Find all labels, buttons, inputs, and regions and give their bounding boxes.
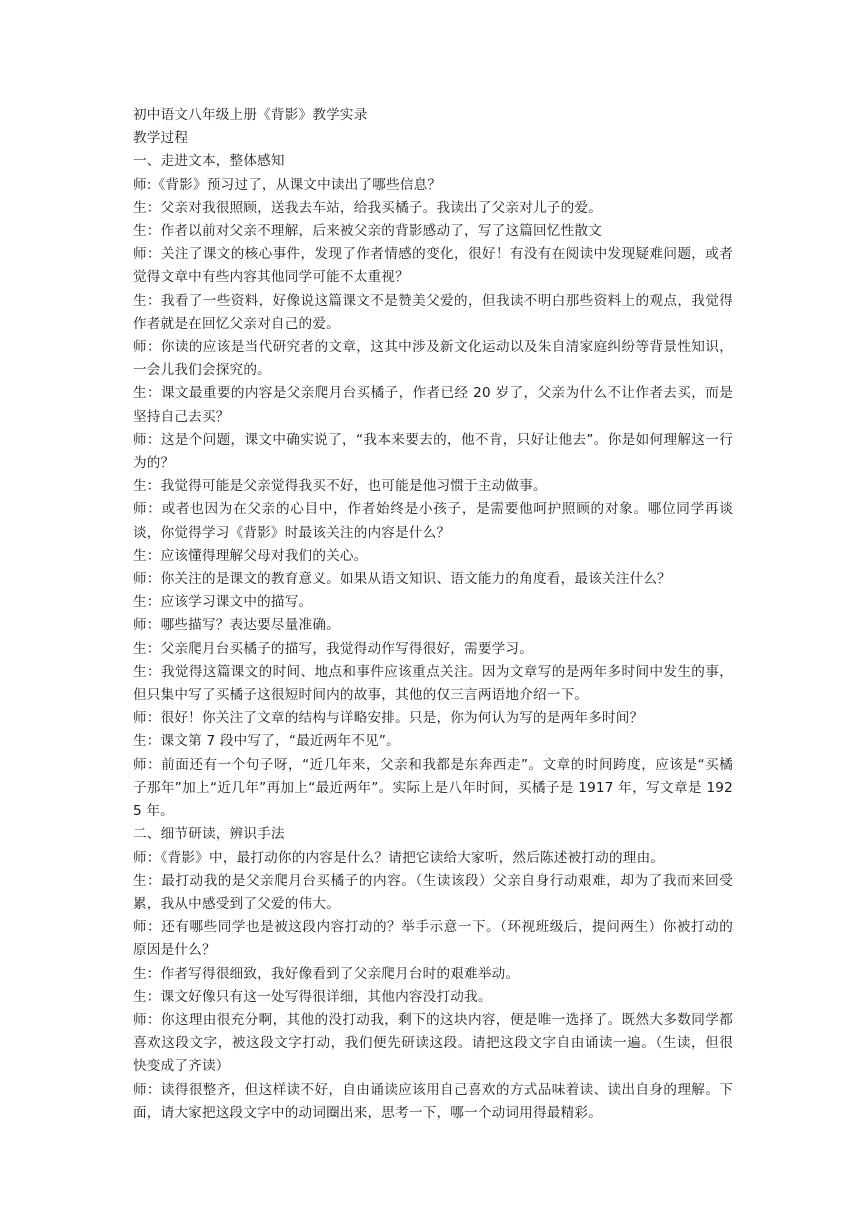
paragraph: 生：最打动我的是父亲爬月台买橘子的内容。（生读该段）父亲自身行动艰难，却为了我而来回受累，我从中感受到了父爱的伟大。 bbox=[133, 872, 733, 912]
paragraph: 生：父亲对我很照顾，送我去车站，给我买橘子。我读出了父亲对儿子的爱。 bbox=[133, 199, 602, 216]
paragraph: 师：很好！你关注了文章的结构与详略安排。只是，你为何认为写的是两年多时间？ bbox=[133, 710, 644, 727]
paragraph: 师：或者也因为在父亲的心目中，作者始终是小孩子，是需要他呵护照顾的对象。哪位同学再谈谈，你觉得学习《背影》时最该关注的内容是什么？ bbox=[133, 501, 733, 541]
paragraph: 师：你关注的是课文的教育意义。如果从语文知识、语文能力的角度看，最该关注什么？ bbox=[133, 571, 671, 588]
paragraph: 生：我觉得可能是父亲觉得我买不好，也可能是他习惯于主动做事。 bbox=[133, 478, 547, 495]
paragraph: 师：还有哪些同学也是被这段内容打动的？举手示意一下。（环视班级后，提问两生）你被打动的原因是什么？ bbox=[133, 919, 733, 959]
paragraph: 生：课文好像只有这一处写得很详细，其他内容没打动我。 bbox=[133, 988, 492, 1005]
paragraph: 生：父亲爬月台买橘子的描写，我觉得动作写得很好，需要学习。 bbox=[133, 640, 534, 657]
paragraph: 师：你这理由很充分啊，其他的没打动我，剩下的这块内容，便是唯一选择了。既然大多数同学都喜欢这段文字，被这段文字打动，我们便先研读这段。请把这段文字自由诵读一遍。（生读，但很快变成了齐读） bbox=[133, 1011, 733, 1075]
document-body bbox=[133, 104, 733, 1125]
paragraph: 生：应该懂得理解父母对我们的关心。 bbox=[133, 547, 368, 564]
paragraph: 生：应该学习课文中的描写。 bbox=[133, 594, 313, 611]
paragraph: 教学过程 bbox=[133, 130, 189, 147]
paragraph: 生：作者写得很细致，我好像看到了父亲爬月台时的艰难举动。 bbox=[133, 965, 520, 982]
paragraph: 师：《背影》中，最打动你的内容是什么？请把它读给大家听，然后陈述被打动的理由。 bbox=[133, 849, 665, 866]
paragraph: 师：前面还有一个句子呀，“近几年来，父亲和我都是东奔西走”。文章的时间跨度，应该是“买橘子那年”加上“近几年”再加上“最近两年”。实际上是八年时间，买橘子是 1917 年，写文章是 1925 年。 bbox=[133, 756, 733, 820]
paragraph: 师:《背影》预习过了，从课文中读出了哪些信息？ bbox=[133, 176, 442, 193]
paragraph: 师：你读的应该是当代研究者的文章，这其中涉及新文化运动以及朱自清家庭纠纷等背景性知识，一会儿我们会探究的。 bbox=[133, 339, 733, 379]
paragraph: 一、走进文本，整体感知 bbox=[133, 153, 285, 170]
paragraph: 生：课文最重要的内容是父亲爬月台买橘子，作者已经 20 岁了，父亲为什么不让作者去买，而是坚持自己去买？ bbox=[133, 385, 733, 425]
paragraph: 师：读得很整齐，但这样读不好，自由诵读应该用自己喜欢的方式品味着读、读出自身的理解。下面，请大家把这段文字中的动词圈出来，思考一下，哪一个动词用得最精彩。 bbox=[133, 1081, 733, 1121]
paragraph: 生：我觉得这篇课文的时间、地点和事件应该重点关注。因为文章写的是两年多时间中发生的事，但只集中写了买橘子这很短时间内的故事，其他的仅三言两语地介绍一下。 bbox=[133, 663, 733, 704]
paragraph: 生：课文第 7 段中写了，“最近两年不见”。 bbox=[133, 733, 400, 750]
paragraph: 生：作者以前对父亲不理解，后来被父亲的背影感动了，写了这篇回忆性散文 bbox=[133, 223, 602, 240]
paragraph: 二、细节研读，辨识手法 bbox=[133, 826, 285, 843]
paragraph: 师：这是个问题，课文中确实说了，“我本来要去的，他不肯，只好让他去”。你是如何理解这一行为的？ bbox=[133, 431, 733, 472]
paragraph: 师：关注了课文的核心事件，发现了作者情感的变化，很好！有没有在阅读中发现疑难问题，或者觉得文章中有些内容其他同学可能不太重视？ bbox=[133, 246, 733, 286]
paragraph: 师：哪些描写？表达要尽量准确。 bbox=[133, 617, 340, 634]
paragraph: 生：我看了一些资料，好像说这篇课文不是赞美父爱的，但我读不明白那些资料上的观点，我觉得作者就是在回忆父亲对自己的爱。 bbox=[133, 292, 733, 332]
paragraph-list bbox=[133, 127, 733, 1125]
document-title: 初中语文八年级上册《背影》教学实录 bbox=[133, 107, 368, 123]
